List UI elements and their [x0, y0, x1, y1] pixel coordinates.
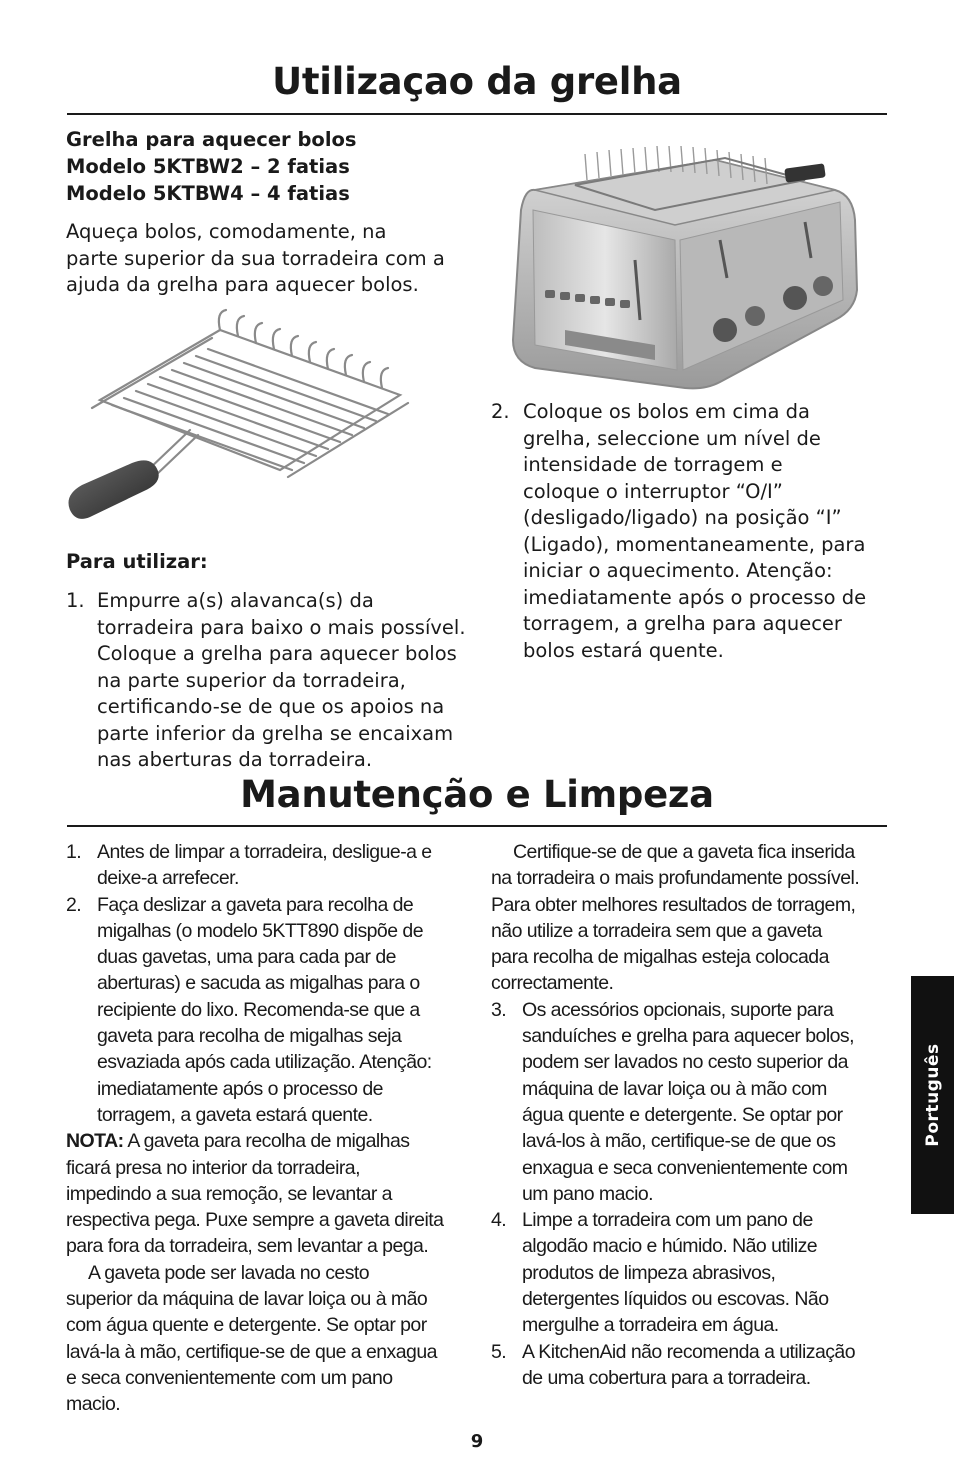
item-number: 2.: [66, 893, 82, 916]
note-label: NOTA:: [66, 1130, 124, 1153]
item-number: 4.: [491, 1209, 507, 1232]
text-line: impedindo a sua remoção, se levantar a: [66, 1182, 392, 1205]
language-tab: [911, 976, 954, 1214]
text-line: enxagua e seca convenientemente com: [522, 1156, 848, 1179]
maintenance-item-5: [491, 1339, 896, 1392]
text-line: coloque o interruptor “O/I”: [523, 479, 783, 503]
text-line: migalhas (o modelo 5KTT890 dispõe de: [97, 919, 423, 942]
text-line: de uma cobertura para a torradeira.: [522, 1366, 811, 1389]
text-line: ficará presa no interior da torradeira,: [66, 1156, 360, 1179]
text-line: na parte superior da torradeira,: [97, 668, 406, 692]
text-line: A gaveta para recolha de migalhas: [123, 1130, 410, 1153]
maintenance-right-column: [491, 839, 896, 1391]
subheading-line: Modelo 5KTBW4 – 4 fatias: [66, 182, 350, 205]
drawer-wash-paragraph: [66, 1260, 466, 1418]
text-line: (desligado/ligado) na posição “I”: [523, 506, 842, 529]
text-line: Para obter melhores resultados de torragem,: [491, 893, 856, 916]
maintenance-item-1: [66, 839, 466, 892]
text-line: Os acessórios opcionais, suporte para: [522, 998, 834, 1021]
text-line: imediatamente após o processo de: [523, 585, 867, 609]
text-line: aberturas) e sacuda as migalhas para o: [97, 972, 420, 995]
text-line: Antes de limpar a torradeira, desligue-a e: [97, 841, 432, 863]
text-line: Certifique-se de que a gaveta fica inserida: [513, 841, 855, 863]
text-line: parte inferior da grelha se encaixam: [97, 721, 454, 745]
title-rule: [67, 113, 887, 115]
text-line: detergentes líquidos ou escovas. Não: [522, 1288, 829, 1311]
text-line: deixe-a arrefecer.: [97, 867, 239, 890]
step-number: 2.: [491, 400, 510, 423]
page-number: 9: [470, 1431, 484, 1452]
text-line: Faça deslizar a gaveta para recolha de: [97, 893, 414, 916]
text-line: esvaziada após cada utilização. Atenção:: [97, 1051, 432, 1074]
item-number: 3.: [491, 998, 507, 1021]
text-line: recipiente do lixo. Recomenda-se que a: [97, 998, 420, 1021]
text-line: correctamente.: [491, 972, 614, 995]
language-tab-label: Português: [922, 1043, 943, 1147]
section-title-maintenance: Manutenção e Limpeza: [240, 773, 714, 816]
text-line: água quente e detergente. Se optar por: [522, 1103, 843, 1126]
item-number: 5.: [491, 1340, 507, 1363]
text-line: lavá-los à mão, certifique-se de que os: [522, 1130, 836, 1153]
text-line: Limpe a torradeira com um pano de: [522, 1209, 813, 1232]
text-line: Aqueça bolos, comodamente, na: [66, 220, 387, 243]
usage-heading: Para utilizar:: [66, 550, 208, 573]
text-line: Empurre a(s) alavanca(s) da: [97, 589, 374, 612]
text-line: Coloque a grelha para aquecer bolos: [97, 642, 457, 665]
text-line: respectiva pega. Puxe sempre a gaveta direita: [66, 1209, 444, 1232]
text-line: certificando-se de que os apoios na: [97, 695, 445, 718]
text-line: e seca convenientemente com um pano: [66, 1366, 393, 1389]
text-line: na torradeira o mais profundamente possível.: [491, 867, 860, 890]
text-line: para recolha de migalhas esteja colocada: [491, 946, 829, 969]
text-line: gaveta para recolha de migalhas seja: [97, 1025, 402, 1048]
text-line: algodão macio e húmido. Não utilize: [522, 1235, 818, 1258]
intro-paragraph: [66, 219, 445, 299]
step-number: 1.: [66, 589, 85, 612]
text-line: grelha, seleccione um nível de: [523, 426, 821, 450]
text-line: torragem, a grelha para aquecer: [523, 612, 842, 635]
text-line: Coloque os bolos em cima da: [523, 400, 810, 423]
text-line: torragem, a gaveta estará quente.: [97, 1103, 373, 1126]
text-line: superior da máquina de lavar loiça ou à mão: [66, 1288, 428, 1311]
maintenance-item-4: [491, 1207, 896, 1338]
maintenance-item-2: [66, 892, 466, 1129]
text-line: máquina de lavar loiça ou à mão com: [522, 1077, 827, 1100]
step-2: [491, 399, 891, 664]
title-rule: [67, 825, 887, 827]
text-line: duas gavetas, uma para cada par de: [97, 946, 396, 969]
text-line: imediatamente após o processo de: [97, 1077, 383, 1100]
text-line: bolos estará quente.: [523, 638, 724, 662]
item-number: 1.: [66, 841, 82, 863]
text-line: mergulhe a torradeira em água.: [522, 1314, 779, 1337]
note-paragraph: [66, 1128, 466, 1259]
maintenance-item-3: [491, 997, 896, 1207]
text-line: ajuda da grelha para aquecer bolos.: [66, 273, 419, 296]
text-line: sanduíches e grelha para aquecer bolos,: [522, 1025, 854, 1048]
text-line: intensidade de torragem e: [523, 453, 783, 476]
text-line: lavá-la à mão, certifique-se de que a enxagua: [66, 1340, 437, 1363]
text-line: para fora da torradeira, sem levantar a pega.: [66, 1235, 429, 1258]
section-title-grill: Utilizaçao da grelha: [272, 60, 682, 103]
toaster-icon: [505, 140, 865, 390]
text-line: macio.: [66, 1393, 121, 1416]
text-line: parte superior da sua torradeira com a: [66, 246, 445, 270]
text-line: A gaveta pode ser lavada no cesto: [88, 1261, 370, 1284]
text-line: (Ligado), momentaneamente, para: [523, 532, 866, 556]
text-line: produtos de limpeza abrasivos,: [522, 1261, 776, 1284]
text-line: um pano macio.: [522, 1182, 654, 1205]
model-subheading: [66, 126, 357, 207]
text-line: podem ser lavados no cesto superior da: [522, 1051, 848, 1074]
text-line: nas aberturas da torradeira.: [97, 748, 373, 771]
text-line: não utilize a torradeira sem que a gaveta: [491, 919, 822, 942]
drawer-insert-paragraph: [491, 839, 896, 997]
step-1: [66, 588, 466, 774]
text-line: A KitchenAid não recomenda a utilização: [522, 1340, 856, 1363]
text-line: torradeira para baixo o mais possível.: [97, 615, 466, 639]
text-line: com água quente e detergente. Se optar por: [66, 1314, 427, 1337]
warming-rack-icon: [60, 305, 420, 535]
maintenance-left-column: [66, 839, 466, 1418]
subheading-line: Grelha para aquecer bolos: [66, 128, 357, 151]
text-line: iniciar o aquecimento. Atenção:: [523, 559, 833, 582]
subheading-line: Modelo 5KTBW2 – 2 fatias: [66, 155, 350, 178]
